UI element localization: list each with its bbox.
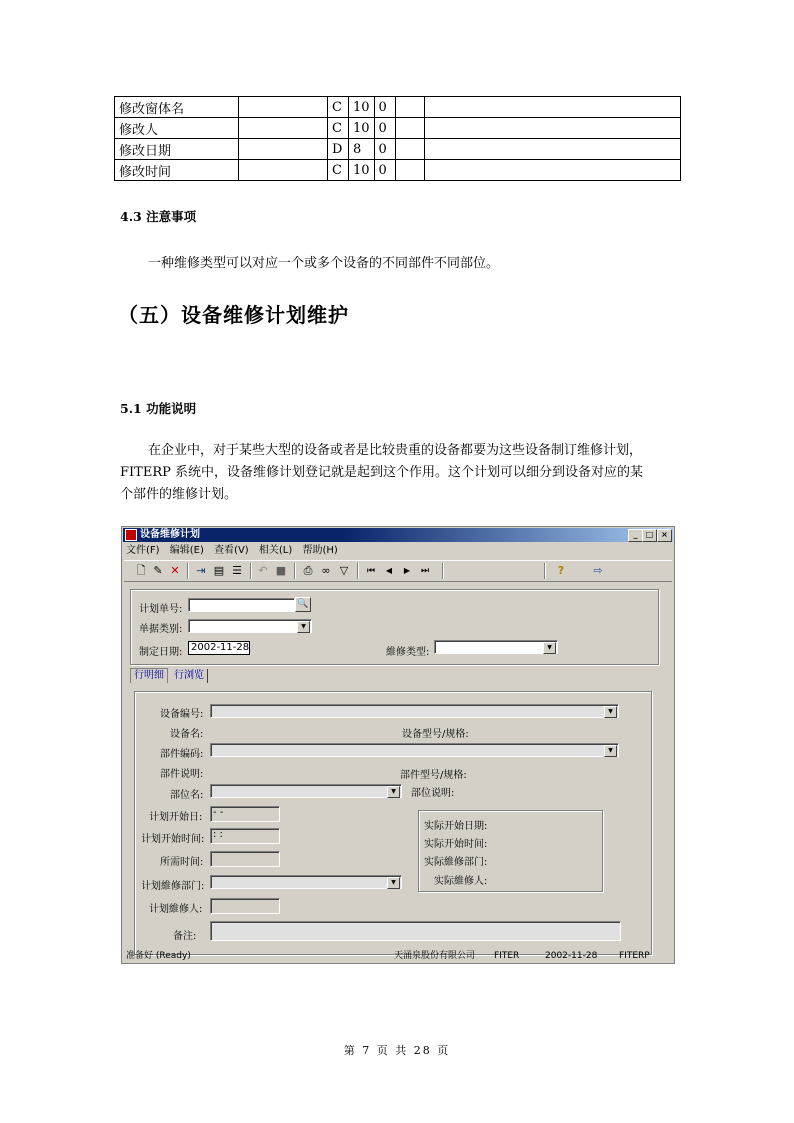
pos-name-label: 部位名: bbox=[170, 790, 204, 801]
pos-desc-label: 部位说明: bbox=[411, 788, 455, 799]
chapter-5-heading: （五）设备维修计划维护 bbox=[118, 303, 349, 327]
chevron-down-icon[interactable]: ▼ bbox=[604, 745, 617, 757]
next-icon[interactable]: ▶ bbox=[403, 566, 411, 575]
status-app: FITER bbox=[494, 951, 520, 961]
exit-icon[interactable]: ⇨ bbox=[593, 564, 603, 577]
new-icon[interactable]: 🗋 bbox=[136, 564, 146, 577]
section-5-1-line1: 在企业中，对于某些大型的设备或者是比较贵重的设备都要为这些设备制订维修计划， bbox=[148, 443, 643, 458]
help-icon[interactable]: ? bbox=[557, 564, 565, 577]
pos-name-select[interactable] bbox=[210, 784, 402, 798]
header-group bbox=[130, 589, 659, 665]
section-5-1-line3: 个部件的维修计划。 bbox=[120, 487, 238, 502]
needed-time-input[interactable] bbox=[210, 851, 280, 867]
plan-no-label: 计划单号: bbox=[139, 604, 183, 615]
table-cell: 10 bbox=[349, 160, 375, 181]
section-4-3-text: 一种维修类型可以对应一个或多个设备的不同部件不同部位。 bbox=[148, 256, 500, 271]
table-cell: C bbox=[328, 160, 349, 181]
table-cell: C bbox=[328, 97, 349, 118]
actual-person-label: 实际維修人: bbox=[434, 876, 488, 887]
tab-browse[interactable]: 行浏览 bbox=[171, 669, 208, 683]
plan-start-time-label: 计划开始时间: bbox=[141, 834, 205, 845]
plan-dept-label: 计划維修部门: bbox=[141, 881, 205, 892]
equip-no-label: 设备编号: bbox=[160, 709, 204, 720]
menu-edit[interactable]: 编辑(E) bbox=[169, 545, 204, 556]
detail-panel bbox=[134, 691, 652, 955]
menu-file[interactable]: 文件(F) bbox=[126, 545, 160, 556]
status-bar bbox=[124, 950, 672, 962]
table-cell bbox=[239, 160, 328, 181]
close-button[interactable]: × bbox=[657, 529, 672, 542]
filter-icon[interactable]: ▽ bbox=[339, 564, 349, 577]
app-icon bbox=[125, 529, 137, 541]
table-row bbox=[115, 139, 681, 160]
delete-icon[interactable]: ✕ bbox=[170, 564, 180, 577]
plan-no-input[interactable] bbox=[188, 598, 295, 612]
insert-icon[interactable]: ⇥ bbox=[196, 564, 206, 577]
status-user: FITERP bbox=[619, 951, 650, 961]
date-input[interactable]: 2002-11-28 bbox=[188, 641, 250, 655]
table-cell: 修改时间 bbox=[115, 160, 239, 181]
page-footer: 第 7 页 共 28 页 bbox=[343, 1044, 451, 1057]
menu-bar bbox=[126, 544, 345, 558]
post-icon[interactable]: ☰ bbox=[232, 564, 242, 577]
table-cell bbox=[239, 97, 328, 118]
remark-input[interactable] bbox=[210, 921, 621, 941]
undo-icon[interactable]: ↶ bbox=[258, 564, 268, 577]
actual-start-time-label: 实际开始时间: bbox=[424, 839, 488, 850]
table-cell bbox=[395, 139, 424, 160]
table-cell bbox=[239, 139, 328, 160]
plan-start-date-input[interactable]: - - bbox=[210, 806, 280, 822]
search-icon[interactable]: 🔍 bbox=[295, 597, 311, 612]
table-cell: 修改人 bbox=[115, 118, 239, 139]
repair-type-label: 維修类型: bbox=[386, 647, 430, 658]
toolbar bbox=[124, 560, 672, 582]
modify-icon[interactable]: ▤ bbox=[213, 564, 225, 577]
table-cell bbox=[424, 139, 680, 160]
status-date: 2002-11-28 bbox=[545, 951, 598, 961]
status-company: 天涌泉股份有限公司 bbox=[394, 951, 476, 961]
status-ready: 准备好 (Ready) bbox=[126, 951, 191, 961]
save-icon[interactable]: ■ bbox=[275, 564, 287, 577]
plan-person-input[interactable] bbox=[210, 898, 280, 914]
find-icon[interactable]: ∞ bbox=[321, 564, 331, 577]
maximize-button[interactable]: □ bbox=[642, 529, 657, 542]
table-cell bbox=[395, 118, 424, 139]
window-title: 设备维修计划 bbox=[140, 529, 200, 540]
table-cell: 8 bbox=[349, 139, 375, 160]
plan-person-label: 计划維修人: bbox=[149, 904, 203, 915]
date-label: 制定日期: bbox=[139, 647, 183, 658]
part-no-select[interactable] bbox=[210, 743, 619, 757]
part-desc-label: 部件说明: bbox=[160, 769, 204, 780]
part-no-label: 部件编码: bbox=[160, 749, 204, 760]
needed-time-label: 所需时间: bbox=[160, 857, 204, 868]
table-cell bbox=[424, 118, 680, 139]
doc-type-select[interactable] bbox=[188, 619, 312, 633]
chevron-down-icon[interactable]: ▼ bbox=[297, 621, 310, 633]
table-cell: D bbox=[328, 139, 349, 160]
plan-start-date-label: 计划开始日: bbox=[149, 812, 203, 823]
menu-related[interactable]: 相关(L) bbox=[258, 545, 293, 556]
actual-dept-label: 实际維修部门: bbox=[424, 857, 488, 868]
table-cell: 0 bbox=[374, 118, 395, 139]
equip-no-select[interactable] bbox=[210, 704, 619, 718]
equip-name-label: 设备名: bbox=[170, 729, 204, 740]
table-cell: 0 bbox=[374, 97, 395, 118]
menu-help[interactable]: 帮助(H) bbox=[302, 545, 338, 556]
section-4-3-heading: 4.3 注意事项 bbox=[120, 209, 197, 224]
table-row bbox=[115, 97, 681, 118]
chevron-down-icon[interactable]: ▼ bbox=[604, 706, 617, 718]
table-cell bbox=[395, 160, 424, 181]
table-cell: 10 bbox=[349, 97, 375, 118]
table-cell: C bbox=[328, 118, 349, 139]
first-icon[interactable]: ⏮ bbox=[366, 566, 376, 576]
chevron-down-icon[interactable]: ▼ bbox=[543, 642, 556, 654]
section-5-1-line2: FITERP 系统中，设备维修计划登记就是起到这个作用。这个计划可以细分到设备对应的某 bbox=[120, 465, 643, 480]
table-cell: 修改窗体名 bbox=[115, 97, 239, 118]
chevron-down-icon[interactable]: ▼ bbox=[387, 786, 400, 798]
table-row bbox=[115, 160, 681, 181]
table-cell bbox=[424, 160, 680, 181]
print-icon[interactable]: ⎙ bbox=[303, 564, 313, 577]
actual-group bbox=[418, 810, 603, 892]
model-label: 设备型号/规格: bbox=[402, 729, 469, 740]
table-row bbox=[115, 118, 681, 139]
table-cell bbox=[239, 118, 328, 139]
menu-view[interactable]: 查看(V) bbox=[214, 545, 249, 556]
tab-detail[interactable]: 行明细 bbox=[130, 668, 168, 683]
part-model-label: 部件型号/规格: bbox=[400, 770, 467, 781]
chevron-down-icon[interactable]: ▼ bbox=[387, 877, 400, 889]
table-cell: 修改日期 bbox=[115, 139, 239, 160]
last-icon[interactable]: ⏭ bbox=[420, 566, 430, 576]
table-cell bbox=[424, 97, 680, 118]
plan-start-time-input[interactable]: : : bbox=[210, 828, 280, 844]
table-cell: 0 bbox=[374, 160, 395, 181]
remark-label: 备注: bbox=[173, 931, 197, 942]
field-table bbox=[114, 96, 681, 181]
doc-type-label: 单据类别: bbox=[139, 624, 183, 635]
equipment-repair-plan-window bbox=[121, 526, 675, 964]
minimize-button[interactable]: _ bbox=[628, 529, 643, 542]
actual-start-date-label: 实际开始日期: bbox=[424, 821, 488, 832]
table-cell: 10 bbox=[349, 118, 375, 139]
table-cell: 0 bbox=[374, 139, 395, 160]
prev-icon[interactable]: ◀ bbox=[385, 566, 393, 575]
title-bar[interactable] bbox=[123, 528, 673, 542]
edit-icon[interactable]: ✎ bbox=[153, 564, 163, 577]
section-5-1-heading: 5.1 功能说明 bbox=[120, 401, 197, 416]
table-cell bbox=[395, 97, 424, 118]
repair-type-select[interactable] bbox=[434, 640, 558, 654]
plan-dept-select[interactable] bbox=[210, 875, 402, 889]
